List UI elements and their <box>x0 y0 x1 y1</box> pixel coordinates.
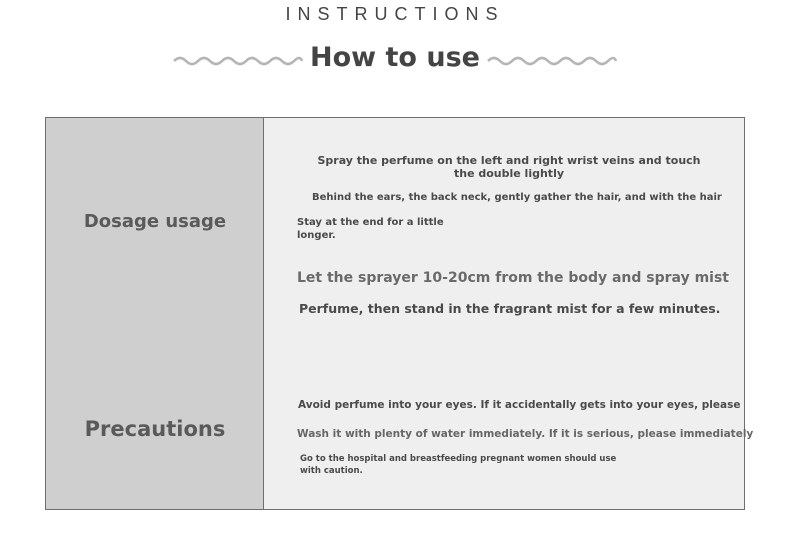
instructions-panel <box>45 117 754 510</box>
title-row <box>0 42 790 78</box>
dosage-text-line-5: Perfume, then stand in the fragrant mist for a few minutes. <box>299 301 721 316</box>
dosage-text-line-3: Stay at the end for a little longer. <box>297 217 444 241</box>
page-title: How to use <box>310 42 480 73</box>
dosage-text-line-1: Spray the perfume on the left and right wrist veins and touch the double lightly <box>317 154 701 180</box>
precautions-text-line-1: Avoid perfume into your eyes. If it accidentally gets into your eyes, please <box>298 399 741 411</box>
precautions-text-line-3: Go to the hospital and breastfeeding pregnant women should use with caution. <box>300 454 617 476</box>
instructions-kicker: INSTRUCTIONS <box>285 4 505 24</box>
precautions-text-line-2: Wash it with plenty of water immediately. If it is serious, please immediately <box>297 428 754 440</box>
wave-ornament-right-icon <box>486 54 618 68</box>
dosage-usage-label: Dosage usage <box>83 211 227 232</box>
dosage-text-line-2: Behind the ears, the back neck, gently gather the hair, and with the hair <box>312 192 722 203</box>
section-label-column <box>46 118 264 509</box>
precautions-label: Precautions <box>84 417 226 441</box>
dosage-text-line-4: Let the sprayer 10-20cm from the body and spray mist <box>297 270 729 286</box>
